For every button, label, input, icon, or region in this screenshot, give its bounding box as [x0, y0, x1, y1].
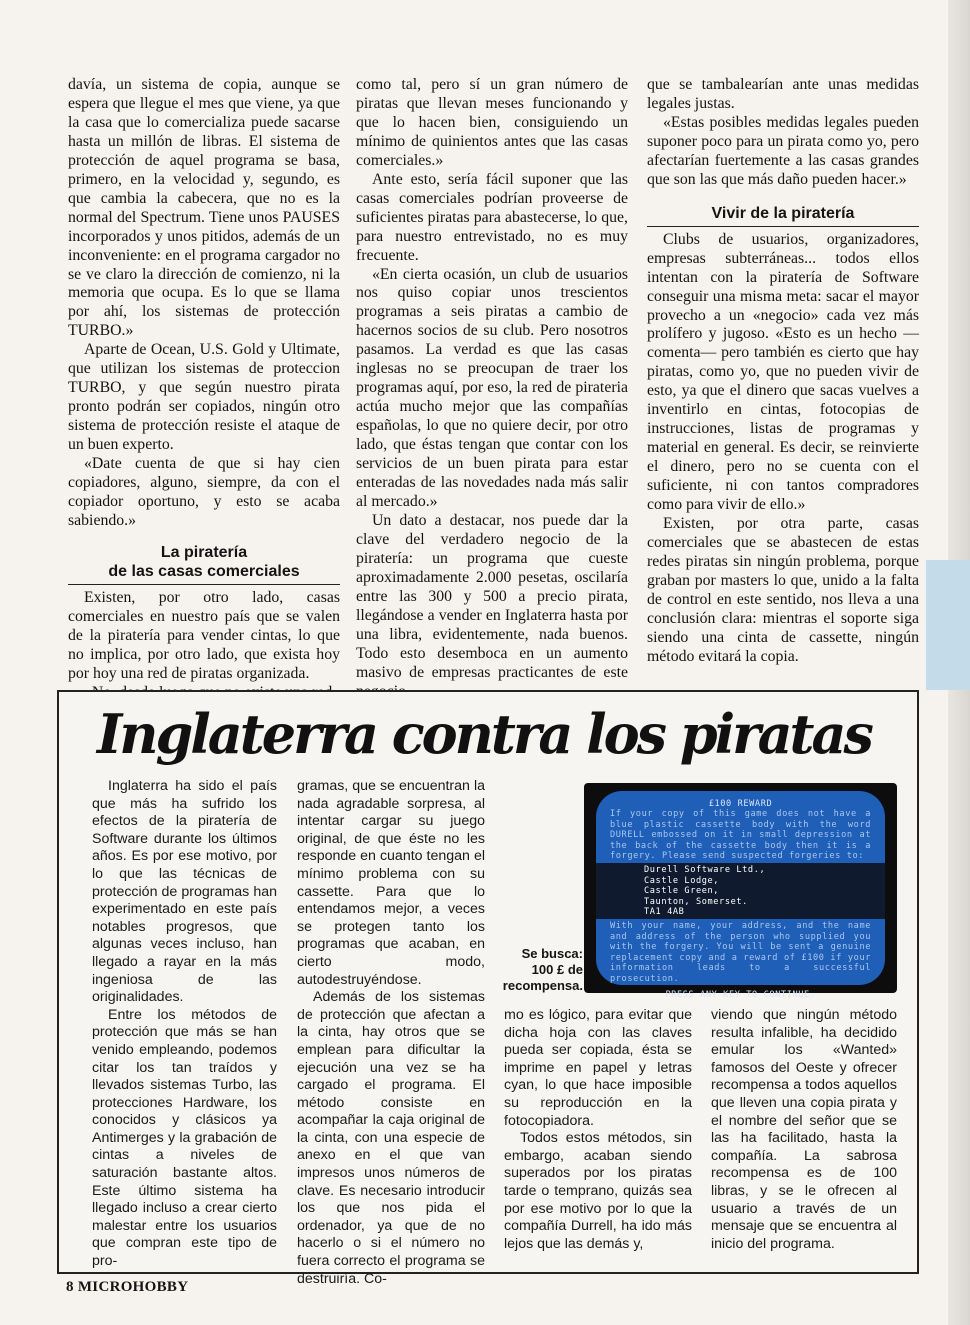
box-column-2: [297, 778, 485, 1287]
screenshot-image: [584, 783, 897, 1000]
article-column-2: [356, 76, 628, 688]
subheading-piracy-commercial: [68, 543, 340, 581]
screen-heading: £100 REWARD: [708, 799, 773, 809]
screen-text: If your copy of this game does not have a blue plastic cassette body with the word DURELL embossed on it in small depression at the back of the cassette body then it is a forgery. Please send suspected forgeries to:: [610, 809, 871, 862]
paragraph: Clubs de usuarios, organizadores, empresas subterráneas... todos ellos intentan con la piratería de Software conseguir una misma meta: sacar el mayor provecho a un «negocio» cada vez más prolífero y jugoso. «Esto es un hecho —comenta— pero también es cierto que hay piratas, como yo, que no pueden vivir de esto, ya que el dinero que sacas vuelves a inventirlo en cintas, fotocopias de instrucciones, listas de programas y material en general. Es decir, se reinvierte el dinero, pero no se cuenta con el suficiente, ni con tantos compradores como para vivir de ello.»: [647, 230, 919, 514]
paragraph: «En cierta ocasión, un club de usuarios nos quiso copiar unos trescientos programas a seis piratas a cambio de hacernos socios de su club. Pero nosotros pasamos. La verdad es que las casas inglesas no se preocupan de traer los programas aquí, por eso, la red de pirateria actúa mucho mejor que las compañías españolas, lo que no quiere decir, por otro lado, que éstas tengan que contar con los servicios de un buen pirata para estar enteradas de las novedades nada más salir al mercado.»: [356, 265, 628, 510]
subheading-rule: [647, 226, 919, 227]
paragraph: mo es lógico, para evitar que dicha hoja con las claves pueda ser copiada, ésta se imprime en papel y letras cyan, lo que hace imposible su reproducción en la fotocopiadora.: [504, 1007, 692, 1129]
article-column-1: [68, 76, 340, 688]
paragraph: viendo que ningún método resulta infalible, ha decidido emular los «Wanted» famosos del Oeste y ofrecer recompensa a todos aquellos que lleven una copia pirata y el nombre del señor que se las ha facilitado, hasta la compañía. La sabrosa recompensa es de 100 libras, y se le ofrecen al usuario a través de un mensaje que se encuentra al inicio del programa.: [711, 1007, 897, 1252]
address-line: Castle Lodge,: [644, 875, 720, 886]
paragraph: gramas, que se encuentran la nada agradable sorpresa, al intentar cargar su juego original, de que éste no les responde en cuanto tengan el mínimo problema con su cassette. Para que lo entendamos mejor, a veces se protegen tanto los programas que acaban, en cierto modo, autodestruyéndose.: [297, 778, 485, 988]
box-column-4: [711, 1007, 897, 1265]
paragraph: Aparte de Ocean, U.S. Gold y Ultimate, que utilizan los sistemas de proteccion TURBO, y que según nuestro pirata pronto podrán ser copiados, ningún otro sistema de protección resiste el ataque de un buen experto.: [68, 341, 340, 454]
address-line: Castle Green,: [644, 886, 720, 897]
paragraph: Entre los métodos de protección que más se han venido empleando, podemos citar los tan traídos y llevados sistemas Turbo, las protecciones Hardware, los conocidos y clásicos ya Antimerges y la grabación de cintas a niveles de saturación bastante altos. Este último sistema ha llegado incluso a crear cierto malestar entre los usuarios que compran este tipo de pro-: [92, 1006, 277, 1270]
paragraph: que se tambalearían ante unas medidas legales justas.: [647, 76, 919, 112]
subheading-living-from-piracy: Vivir de la piratería: [711, 204, 855, 222]
address-line: Taunton, Somerset.: [644, 896, 748, 907]
screen-text: With your name, your address, and the name and address of the person who supplied you with the forgery. You will be sent a genuine replacement copy and a reward of £100 if your information leads to a successful prosecution.: [610, 921, 871, 984]
paragraph: Existen, por otro lado, casas comerciales en nuestro país que se valen de la piratería para vender cintas, lo que no implica, por otro lado, que exista hoy por hoy una red de piratas organizada.: [68, 588, 340, 682]
paragraph: Además de los sistemas de protección que afectan a la cinta, hay otros que se emplean para dificultar la ejecución una vez se ha cargado el programa. El método consiste en acompañar la caja original de la cinta, con una especie de anexo en el que van impresos unos números de clave. Es necesario introducir los que nos pida el ordenador, ya que de no hacerlo o si el número no fuera correcto el programa se destruiría. Co-: [297, 989, 485, 1287]
subheading-line: de las casas comerciales: [108, 562, 300, 580]
paragraph: Un dato a destacar, nos puede dar la clave del verdadero negocio de la piratería: un programa que cueste aproximadamente 2.000 pesetas, oscilaría entre las 300 y 500 a precio pirata, llegándose a vender en Inglaterra hasta por una libra, evidentemente, nada buenos. Todo esto desemboca en un aumento masivo de empresas practicantes de este: [356, 511, 628, 681]
address-line: Durell Software Ltd.,: [644, 865, 766, 876]
box-column-1: [92, 778, 277, 1270]
paragraph: «Estas posibles medidas legales pueden suponer poco para un pirata como yo, pero afectarían fuertemente a las casas grandes que son las que más daño pueden hacer.»: [647, 113, 919, 188]
address-line: TA1 4AB: [644, 907, 685, 918]
paragraph: Inglaterra ha sido el país que más ha sufrido los efectos de la piratería de Software durante los últimos años. Es por ese motivo, por lo que las técnicas de protección de programas han experimentado en este país notables progresos, que algunas veces incluso, han llegado a rayar en la más ingeniosa de las originalidades.: [92, 778, 277, 1006]
screen-display: [596, 791, 885, 1000]
paragraph: «Date cuenta de que si hay cien copiadores, alguno, siempre, da con el copiador oportuno, y esto se acaba sabiendo.»: [68, 455, 340, 529]
box-title: Inglaterra contra los piratas: [97, 702, 871, 766]
subheading-line: La piratería: [160, 543, 248, 561]
article-column-3: [647, 76, 919, 688]
subheading-rule: [68, 584, 340, 585]
page-footer: 8 MICROHOBBY: [66, 1279, 189, 1295]
box-column-3: [504, 1007, 692, 1265]
paragraph: como tal, pero sí un gran número de piratas que llevan meses funcionando y que lo hacen bien, consiguiendo un mínimo de quinientos antes que las casas comerciales.»: [356, 76, 628, 169]
paragraph: Existen, por otra parte, casas comerciales que se abastecen de estas redes piratas sin ningún problema, porque graban por masters lo que, unido a la falta de control en este sentido, nos lleva a una conclusión clara: mientras el soporte siga siendo una cinta de cassette, ningún método evitará la copia.: [647, 515, 919, 665]
screen-prompt: PRESS ANY KEY TO CONTINUE.: [665, 989, 816, 1000]
paragraph: Ante esto, sería fácil suponer que las casas comerciales podrían proveerse de suficientes piratas para abastecerse, lo que, para nuestro entrevistado, no es muy frecuente.: [356, 170, 628, 264]
screen-address-band: [596, 863, 885, 919]
paragraph: Todos estos métodos, sin embargo, acaban siendo superados por los piratas tarde o temprano, quizás sea por ese motivo por lo que la compañía Durrell, ha ido más lejos que las demás y,: [504, 1130, 692, 1252]
paragraph: davía, un sistema de copia, aunque se espera que llegue el mes que viene, ya que la casa que lo comercializa puede sacarse hasta un millón de libras. El sistema de protección de aquel programa se basa, primero, en la velocidad y, segundo, es que cambia la cabecera, que no es la normal del Spectrum. Tiene unos PAUSES incorporados y unos pitidos, además de un inconveniente: en el programa cargador no se ve claro la dirección de comienzo, ni la memoria que ocupa. Es lo que se llama por ahí, los sistemas de protección TURBO.»: [68, 76, 340, 340]
blue-margin-tab: [926, 560, 970, 690]
screenshot-caption: Se busca: 100 £ de recompensa.: [502, 946, 583, 993]
